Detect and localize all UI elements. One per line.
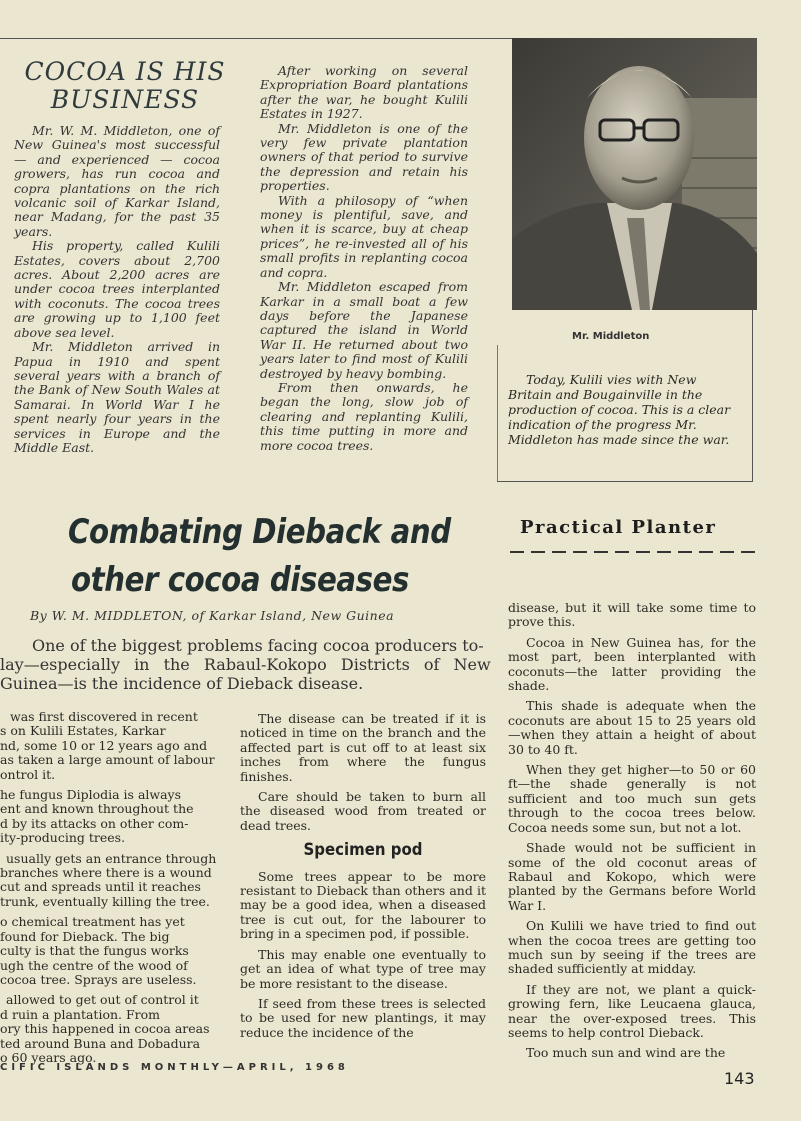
paragraph: Shade would not be sufficient in some of the old coconut areas of Rabaul and Kokopo, which were planted by the Germans before World War I. [508,840,756,913]
paragraph: On Kulili we have tried to find out when the cocoa trees are getting too much sun by seeing if the trees are shaded sufficiently at midday. [508,918,756,977]
caption-box-rule [497,481,753,482]
text-line: s on Kulili Estates, Karkar [0,724,166,739]
story-column-2 [260,64,468,453]
paragraph: This shade is adequate when the coconuts are about 15 to 25 years old—when they attain a height of about 30 to 40 ft. [508,698,756,757]
article-column-3 [508,601,756,1067]
story-column-1 [14,124,220,455]
paragraph: His property, called Kulili Estates, covers about 2,700 acres. About 2,200 acres are under cocoa trees interplanted with coconuts. The cocoa trees are growing up to 1,100 feet above sea level. [14,238,220,340]
text-line: ontrol it. [0,767,56,782]
text-line: he fungus Diplodia is always [0,788,182,803]
caption-text: Today, Kulili vies with New Britain and Bougainville in the production of cocoa. This is a clear indication of the progress Mr. Middleton has made since the war. [508,372,731,447]
paragraph: With a philosopy of “when money is plentiful, save, and when it is scarce, buy at cheap prices”, he re-invested all of his small profits in replanting cocoa and copra. [260,192,468,280]
paragraph: Cocoa in New Guinea has, for the most part, been interplanted with coconuts—the latter providing the shade. [508,634,756,694]
paragraph: Care should be taken to burn all the diseased wood from treated or dead trees. [240,789,486,833]
byline: By W. M. MIDDLETON, of Karkar Island, New Guinea [30,608,395,623]
paragraph: After working on several Expropriation Board plantations after the war, he bought Kulili Estates in 1927. [260,63,468,122]
text-line: ity-producing trees. [0,831,126,846]
text-line: o chemical treatment has yet [0,915,185,930]
text-line: ted around Buna and Dobadura [0,1036,201,1051]
story-title-line: COCOA IS HIS [24,57,226,86]
paragraph: When they get higher—to 50 or 60 ft—the shade generally is not sufficient and too much sun gets through to the cocoa trees below. Cocoa needs some sun, but not a lot. [508,762,756,835]
paragraph: This may enable one eventually to get an idea of what type of tree may be more resistant to the disease. [240,946,486,991]
paragraph [0,710,218,782]
article-column-1 [0,710,218,1071]
caption-box-rule [497,345,498,482]
paragraph [0,788,218,846]
lead-line: One of the biggest problems facing cocoa producers to- [32,636,484,655]
headline-line: Combating Dieback and [68,512,451,552]
story-title-line: BUSINESS [50,85,200,114]
page-number: 143 [724,1069,755,1088]
text-line: was first discovered in recent [10,710,198,724]
text-line: as taken a large amount of labour [0,753,215,768]
text-line: ent and known throughout the [0,802,194,817]
article-column-2 [240,712,486,1046]
paragraph [0,852,218,910]
paragraph: Too much sun and wind are the [526,1045,726,1061]
paragraph: disease, but it will take some time to prove this. [508,600,756,630]
headline-line: other cocoa diseases [70,560,410,600]
text-line: nd, some 10 or 12 years ago and [0,738,208,753]
text-line: o 60 years ago. [0,1050,97,1065]
paragraph: The disease can be treated if it is noticed in time on the branch and the affected part is cut off to at least six inches from where the fungus finishes. [240,711,486,784]
portrait-photo [512,38,757,310]
section-label: Practical Planter [520,517,717,538]
paragraph [0,915,218,987]
text-line: d ruin a plantation. From [0,1007,160,1022]
text-line: trunk, eventually killing the tree. [0,894,210,909]
text-line: cocoa tree. Sprays are useless. [0,972,197,987]
paragraph: If they are not, we plant a quick-growing fern, like Leucaena glauca, near the over-exposed trees. This seems to help control Dieback. [508,981,756,1040]
text-line: ugh the centre of the wood of [0,958,188,973]
text-line: d by its attacks on other com- [0,816,189,831]
text-line: culty is that the fungus works [0,944,189,959]
article-headline [40,508,451,604]
story-title [0,58,250,114]
paragraph: If seed from these trees is selected to be used for new plantings, it may reduce the incidence of the [240,995,486,1040]
running-footer: CIFIC ISLANDS MONTHLY—APRIL, 1968 [0,1062,349,1073]
text-line: ory this happened in cocoa areas [0,1022,210,1037]
photo-caption: Mr. Middleton [572,331,650,342]
text-line: allowed to get out of control it [6,993,199,1008]
text-line: usually gets an entrance through [6,851,217,866]
paragraph: Mr. Middleton escaped from Karkar in a small boat a few days before the Japanese captured the island in World War II. He returned about two years later to find most of Kulili destroyed by heavy bombing. [260,279,468,381]
portrait-illustration [512,38,757,310]
paragraph [0,993,218,1065]
paragraph: Mr. Middleton arrived in Papua in 1910 and spent several years with a branch of the Bank of New South Wales at Samarai. In World War I he spent nearly four years in the services in Europe and the Middle East. [14,339,220,455]
paragraph: Mr. W. M. Middleton, one of New Guinea's most successful — and experienced — cocoa growers, has run cocoa and copra plantations on the rich volcanic soil of Karkar Island, near Madang, for the past 35 years. [14,123,220,239]
text-line: found for Dieback. The big [0,929,170,944]
paragraph: Mr. Middleton is one of the very few private plantation owners of that period to survive the depression and retain his properties. [260,120,468,194]
paragraph: Some trees appear to be more resistant to Dieback than others and it may be a good idea, when a diseased tree is cut out, for the labourer to bring in a specimen pod, if possible. [240,868,486,942]
subheading: Specimen pod [303,840,423,861]
section-dashed-rule [510,551,755,553]
lead-paragraph [0,636,491,693]
lead-line: lay—especially in the Rabaul-Kokopo Districts of New [0,655,491,674]
caption-box-rule [752,310,753,482]
top-rule [0,38,512,39]
text-line: cut and spreads until it reaches [0,880,201,895]
text-line: branches where there is a wound [0,866,212,881]
lead-line: Guinea—is the incidence of Dieback disease. [0,674,364,693]
paragraph: From then onwards, he began the long, slow job of clearing and replanting Kulili, this time putting in more and more cocoa trees. [260,379,468,453]
